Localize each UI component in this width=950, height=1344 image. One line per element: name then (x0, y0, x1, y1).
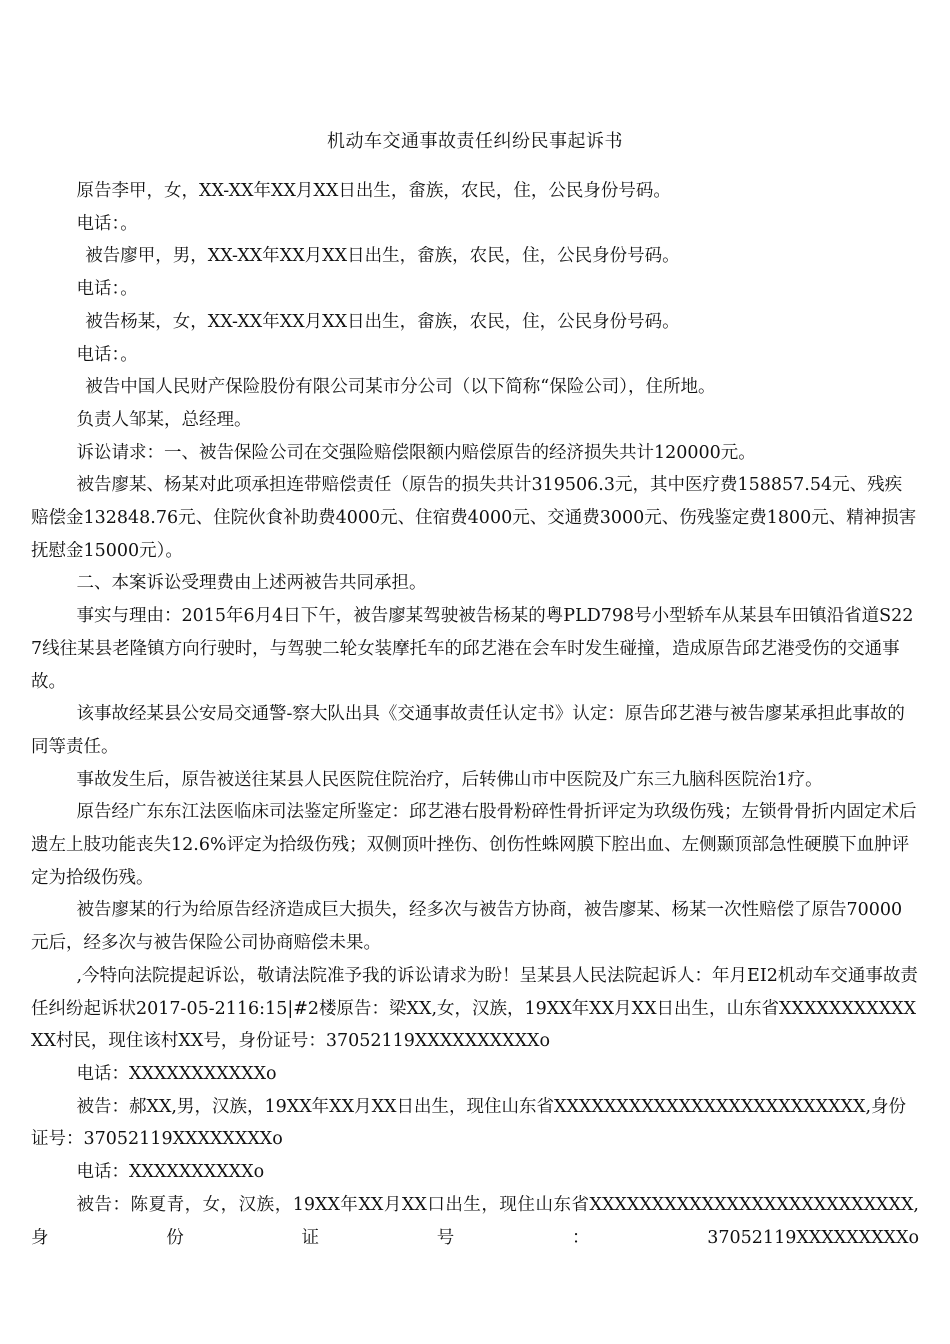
paragraph-claims: 诉讼请求：一、被告保险公司在交强险赔偿限额内赔偿原告的经济损失共计120000元。 (76, 442, 756, 463)
paragraph-losses: 被告廖某的行为给原告经济造成巨大损失，经多次与被告方协商，被告廖某、杨某一次性赔偿了原告70000元后，经多次与被告保险公司协商赔偿未果。 (31, 900, 903, 954)
paragraph-facts: 事实与理由：2015年6月4日下午，被告廖某驾驶被告杨某的粤PLD798号小型轿车从某县车田镇沿省道S227线往某县老隆镇方向行驶时，与驾驶二轮女装摩托车的邱艺港在会车时发生碰撞，造成原告邱艺港受伤的交通事故。 (31, 606, 914, 692)
paragraph-phone: 电话：。 (76, 279, 138, 300)
paragraph-defendant-liao: 被告廖甲，男，XX-XX年XX月XX日出生，畲族，农民，住，公民身份号码。 (85, 246, 680, 267)
document-body (31, 175, 919, 1254)
paragraph-defendant-insurer: 被告中国人民财产保险股份有限公司某市分公司（以下简称“保险公司），住所地。 (85, 377, 716, 398)
paragraph-phone: 电话：XXXXXXXXXXo (76, 1162, 265, 1183)
paragraph-defendant-hao: 被告：郝XX,男，汉族，19XX年XX月XX日出生，现住山东省XXXXXXXXXXXXXXXXXXXXXXXXX,身份证号：37052119XXXXXXXXo (31, 1096, 907, 1150)
paragraph-defendant-chen: 被告：陈夏青，女，汉族，19XX年XX月XX口出生，现住山东省XXXXXXXXXXXXXXXXXXXXXXXXXX,身份证号：37052119XXXXXXXXXo (31, 1194, 919, 1248)
paragraph-responsible-person: 负责人邹某，总经理。 (76, 409, 252, 430)
paragraph-phone: 电话：。 (76, 213, 138, 234)
paragraph-defendant-yang: 被告杨某，女，XX-XX年XX月XX日出生，畲族，农民，住，公民身份号码。 (85, 311, 680, 332)
paragraph-fees: 二、本案诉讼受理费由上述两被告共同承担。 (76, 573, 427, 594)
paragraph-phone: 电话：XXXXXXXXXXXo (76, 1063, 277, 1084)
paragraph-treatment: 事故发生后，原告被送往某县人民医院住院治疗，后转佛山市中医院及广东三九脑科医院治1疗。 (76, 769, 823, 790)
paragraph-phone: 电话：。 (76, 344, 138, 365)
paragraph-plaintiff: 原告李甲，女，XX-XX年XX月XX日出生，畲族，农民，住，公民身份号码。 (76, 181, 671, 201)
paragraph-appraisal: 原告经广东东江法医临床司法鉴定所鉴定：邱艺港右股骨粉碎性骨折评定为玖级伤残；左锁骨骨折内固定术后遗左上肢功能丧失12.6%评定为拾级伤残；双侧顶叶挫伤、创伤性蛛网膜下腔出血、左侧颞顶部急性硬膜下血肿评定为拾级伤残。 (31, 802, 917, 888)
paragraph-responsibility: 该事故经某县公安局交通警-察大队出具《交通事故责任认定书》认定：原告邱艺港与被告廖某承担此事故的同等责任。 (31, 704, 905, 757)
document-title: 机动车交通事故责任纠纷民事起诉书 (327, 131, 623, 152)
paragraph-second-complaint: ,今特向法院提起诉讼，敬请法院准予我的诉讼请求为盼！呈某县人民法院起诉人：年月EI2机动车交通事故责任纠纷起诉状2017-05-2116:15|#2楼原告：梁XX,女，汉族，19XX年XX月XX日出生，山东省XXXXXXXXXXXXX村民，现住该村XX号，身份证号：37052119XXXXXXXXXXo (31, 965, 918, 1052)
paragraph-joint-liability: 被告廖某、杨某对此项承担连带赔偿责任（原告的损失共计319506.3元，其中医疗费158857.54元、残疾赔偿金132848.76元、住院伙食补助费4000元、住宿费4000元、交通费3000元、伤残鉴定费1800元、精神损害抚慰金15000元）。 (31, 475, 917, 561)
